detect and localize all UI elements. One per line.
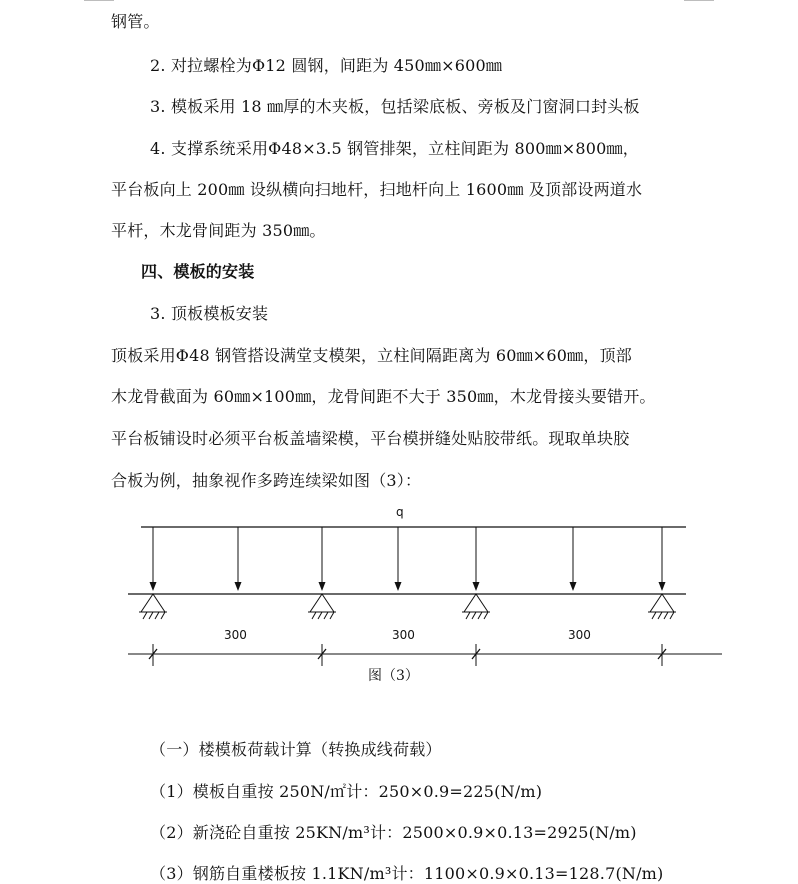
calc-line: （2）新浇砼自重按 25KN/m³计：2500×0.9×0.13=2925(N/m)	[150, 823, 637, 842]
arrow-head	[319, 582, 326, 591]
supports	[139, 594, 676, 619]
paragraph-line: 合板为例，抽象视作多跨连续梁如图（3）：	[111, 471, 422, 490]
arrow-head	[150, 582, 157, 591]
span-label: 300	[392, 628, 415, 642]
pin-support	[462, 594, 490, 619]
figure-caption: 图（3）	[368, 668, 419, 684]
paragraph-line: 钢管。	[111, 12, 160, 31]
paragraph-line: 平杆，木龙骨间距为 350㎜。	[111, 221, 326, 240]
paragraph-line: 2. 对拉螺栓为Φ12 圆钢，间距为 450㎜×600㎜	[150, 56, 503, 75]
load-arrows	[150, 527, 666, 591]
span-label: 300	[568, 628, 591, 642]
pin-support	[308, 594, 336, 619]
arrow-head	[570, 582, 577, 591]
paragraph-line: 木龙骨截面为 60㎜×100㎜，龙骨间距不大于 350㎜，木龙骨接头要错开。	[111, 387, 656, 406]
crop-mark-right	[684, 0, 714, 1]
paragraph-line: 4. 支撑系统采用Φ48×3.5 钢管排架，立柱间距为 800㎜×800㎜，	[150, 139, 639, 158]
paragraph-line: 平台板向上 200㎜ 设纵横向扫地杆，扫地杆向上 1600㎜ 及顶部设两道水	[111, 180, 643, 199]
paragraph-line: 3. 模板采用 18 ㎜厚的木夹板，包括梁底板、旁板及门窗洞口封头板	[150, 97, 640, 116]
dimension-ticks	[149, 644, 666, 666]
section-heading: 四、模板的安装	[141, 262, 255, 281]
paragraph-line: 平台板铺设时必须平台板盖墙梁模，平台模拼缝处贴胶带纸。现取单块胶	[111, 429, 630, 448]
crop-mark-left	[84, 0, 114, 1]
calc-heading: （一）楼模板荷载计算（转换成线荷载）	[150, 740, 442, 759]
load-label: q	[396, 505, 404, 519]
arrow-head	[395, 582, 402, 591]
subsection-heading: 3. 顶板模板安装	[150, 304, 269, 323]
arrow-head	[473, 582, 480, 591]
paragraph-line: 顶板采用Φ48 钢管搭设满堂支模架，立柱间隔距离为 60㎜×60㎜，顶部	[111, 346, 632, 365]
calc-line: （1）模板自重按 250N/㎡计：250×0.9=225(N/m)	[150, 782, 543, 801]
calc-line: （3）钢筋自重楼板按 1.1KN/m³计：1100×0.9×0.13=128.7(N/m)	[150, 864, 664, 883]
arrow-head	[659, 582, 666, 591]
span-label: 300	[224, 628, 247, 642]
pin-support	[139, 594, 167, 619]
pin-support	[648, 594, 676, 619]
arrow-head	[235, 582, 242, 591]
